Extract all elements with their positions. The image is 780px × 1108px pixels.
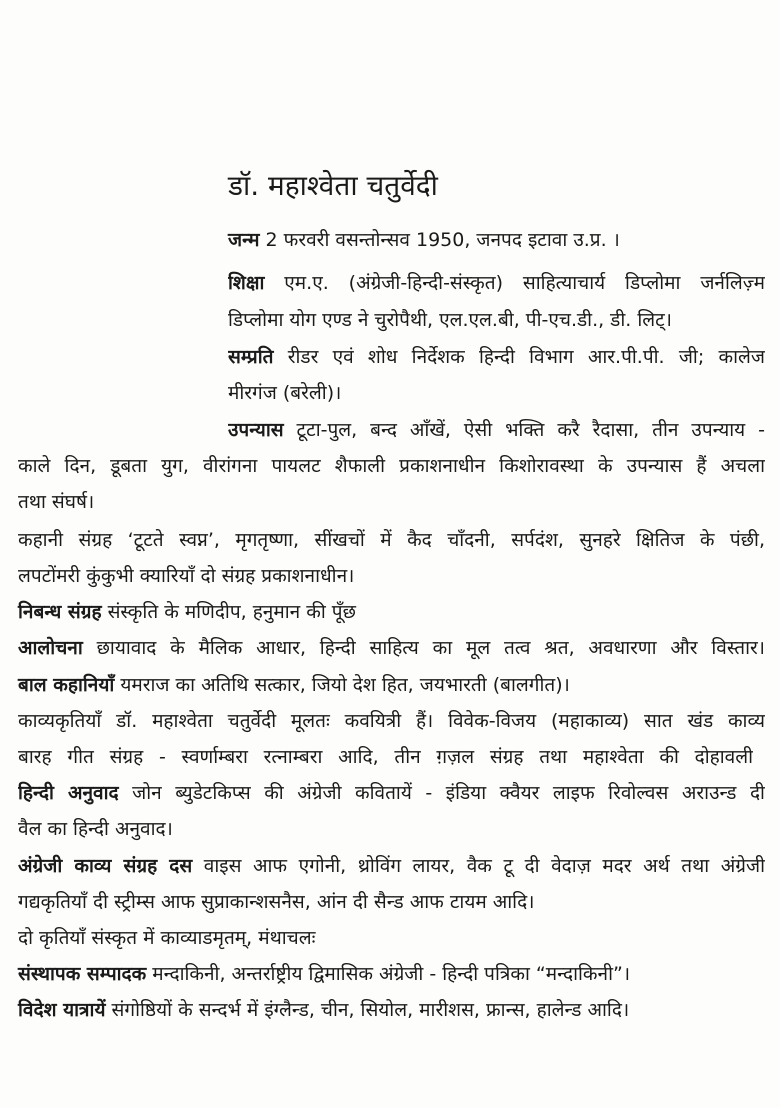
line-text: एम.ए. (अंग्रेजी-हिन्दी-संस्कृत) साहित्याचार्य डिप्लोमा जर्नलिज़्म (264, 272, 765, 294)
label-essays: निबन्ध संग्रह (18, 601, 102, 623)
label-foreign-travel: विदेश यात्रायें (18, 999, 106, 1021)
line-text: लपटोंमरी कुंकुभी क्यारियाँ दो संग्रह प्रकाशनाधीन। (18, 565, 355, 587)
text-line-criticism (18, 635, 765, 661)
line-text: गद्यकृतियाँ दी स्ट्रीम्स आफ सुप्राकान्शसनैस, आंन दी सैन्ड आफ टायम आदि। (18, 891, 535, 913)
text-line (18, 563, 354, 589)
text-line (228, 307, 672, 333)
label-novels: उपन्यास (228, 419, 284, 441)
text-line-current (228, 344, 765, 370)
text-line-translation (18, 780, 765, 806)
text-line-poetry (18, 708, 765, 734)
line-text: रीडर एवं शोध निर्देशक हिन्दी विभाग आर.पी.पी. जी; कालेज (273, 346, 765, 368)
label-english-poetry: अंग्रेजी काव्य संग्रह दस (18, 855, 193, 877)
line-text: वैल का हिन्दी अनुवाद। (18, 818, 173, 840)
text-line-essays (18, 599, 356, 625)
text-line-education (228, 270, 765, 296)
text-line-children-stories (18, 672, 570, 698)
line-text: काले दिन, डूबता युग, वीरांगना पायलट शैफाली प्रकाशनाधीन किशोरावस्था के उपन्यास हैं अचला (18, 455, 765, 477)
label-children-stories: बाल कहानियाँ (18, 674, 115, 696)
line-text: डिप्लोमा योग एण्ड ने चुरोपैथी, एल.एल.बी, पी-एच.डी., डी. लिट्। (228, 309, 672, 331)
text-line-foreign-travel (18, 997, 629, 1023)
text-line-founder-editor (18, 961, 630, 987)
label-current: सम्प्रति (228, 346, 274, 368)
text-line-english-poetry (18, 853, 765, 879)
text-line-birth (228, 227, 620, 253)
line-text: 2 फरवरी वसन्तोन्सव 1950, जनपद इटावा उ.प्र. । (259, 229, 620, 251)
label-birth: जन्म (228, 229, 260, 251)
text-line-novels (228, 417, 765, 443)
line-text: यमराज का अतिथि सत्कार, जियो देश हित, जयभारती (बालगीत)। (114, 674, 570, 696)
line-text: तथा संघर्ष। (18, 491, 95, 513)
page-title: डॉ. महाश्वेता चतुर्वेदी (228, 169, 438, 202)
line-text: काव्यकृतियाँ डॉ. महाश्वेता चतुर्वेदी मूलतः कवयित्री हैं। विवेक-विजय (महाकाव्य) सात खंड काव्य (18, 710, 765, 732)
line-text: जोन ब्युडेटकिप्स की अंग्रेजी कवितायें - इंडिया क्वैयर लाइफ रिवोल्वस अराउन्ड दी (118, 782, 765, 804)
line-text: संगोष्ठियों के सन्दर्भ में इंग्लैन्ड, चीन, सियोल, मारीशस, फ्रान्स, हालेन्ड आदि। (105, 999, 630, 1021)
text-line (18, 453, 765, 479)
line-text: कहानी संग्रह ‘टूटते स्वप्न’, मृगतृष्णा, सींखचों में कैद चाँदनी, सर्पदंश, सुनहरे क्षितिज के पंछी, (18, 529, 765, 551)
text-line (228, 380, 341, 406)
line-text: मन्दाकिनी, अन्तर्राष्ट्रीय द्विमासिक अंग्रेजी - हिन्दी पत्रिका “मन्दाकिनी”। (146, 963, 631, 985)
line-text: टूटा-पुल, बन्द आँखें, ऐसी भक्ति करै रैदासा, तीन उपन्याय - (283, 419, 765, 441)
text-line-sanskrit (18, 925, 315, 951)
label-translation: हिन्दी अनुवाद (18, 782, 119, 804)
line-text: छायावाद के मैलिक आधार, हिन्दी साहित्य का मूल तत्व श्रत, अवधारणा और विस्तार। (82, 637, 765, 659)
label-criticism: आलोचना (18, 637, 83, 659)
text-line (18, 816, 173, 842)
label-education: शिक्षा (228, 272, 265, 294)
text-line (18, 489, 94, 515)
line-text: संस्कृति के मणिदीप, हनुमान की पूँछ (101, 601, 356, 623)
line-text: मीरगंज (बरेली)। (228, 382, 342, 404)
label-founder-editor: संस्थापक सम्पादक (18, 963, 147, 985)
text-line (18, 889, 534, 915)
text-line (18, 744, 753, 770)
text-line-stories (18, 527, 765, 553)
line-text: बारह गीत संग्रह - स्वर्णाम्बरा रत्नाम्बरा आदि, तीन ग़ज़ल संग्रह तथा महाश्वेता की दोहावली (18, 746, 753, 768)
line-text: वाइस आफ एगोनी, थ्रोविंग लायर, वैक टू दी वेदाज़ मदर अर्थ तथा अंग्रेजी (192, 855, 765, 877)
line-text: दो कृतियाँ संस्कृत में काव्याडमृतम्, मंथाचलः (18, 927, 316, 949)
